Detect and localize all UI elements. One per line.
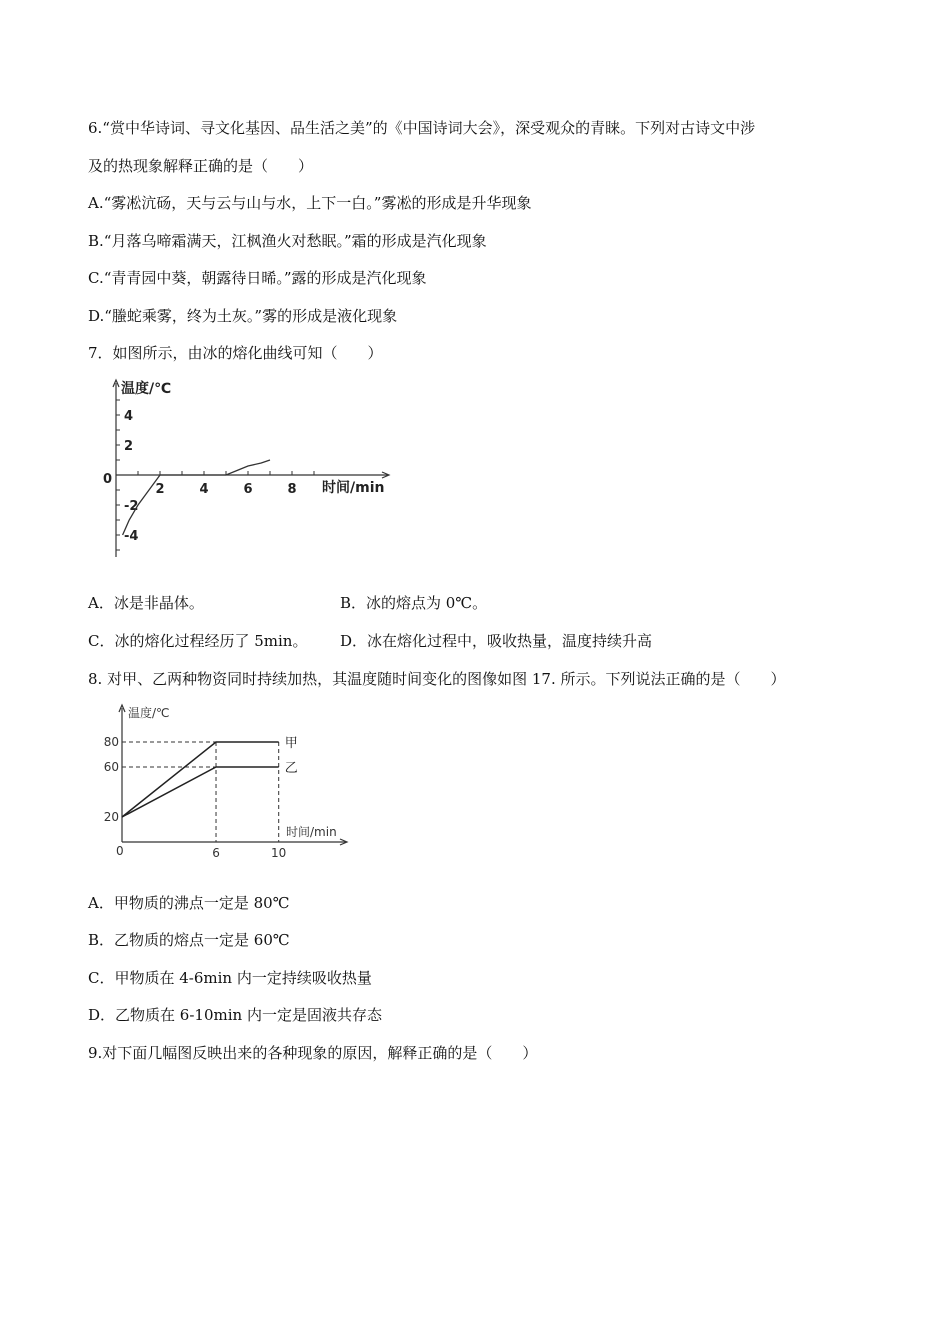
chart2-guide-lines <box>122 742 279 842</box>
chart2-series-label-jia: 甲 <box>284 736 298 751</box>
q7-option-c: C．冰的熔化过程经历了 5min。 <box>88 632 308 650</box>
q6-option-d: D.“螣蛇乘雾，终为土灰。”雾的形成是液化现象 <box>88 307 398 325</box>
chart1-x-tick-label: 6 <box>243 482 253 497</box>
chart1-y-tick-label: 4 <box>124 409 134 424</box>
q7-option-a: A．冰是非晶体。 <box>88 594 204 612</box>
chart2-series <box>122 736 298 817</box>
chart2-series-label-yi: 乙 <box>284 761 298 776</box>
q6-option-a: A.“雾凇沆砀，天与云与山与水，上下一白。”雾凇的形成是升华现象 <box>88 194 532 212</box>
chart1-y-axis-label: 温度/℃ <box>121 381 172 397</box>
chart1-x-tick-label: 2 <box>155 482 165 497</box>
chart2-series-line-yi <box>122 767 279 817</box>
q7-option-b: B．冰的熔点为 0℃。 <box>340 594 488 612</box>
chart2-y-tick-label: 60 <box>103 760 119 774</box>
chart2-axes <box>119 705 347 845</box>
q8-option-a: A．甲物质的沸点一定是 80℃ <box>88 894 290 912</box>
chart2-y-tick-label: 20 <box>103 810 119 824</box>
q9-stem: 9.对下面几幅图反映出来的各种现象的原因，解释正确的是（ ） <box>88 1044 538 1062</box>
q8-option-d: D．乙物质在 6-10min 内一定是固液共存态 <box>88 1006 382 1024</box>
chart2-x-tick-label: 10 <box>271 846 287 860</box>
chart1-axes <box>113 380 389 557</box>
chart1-y-tick-label: 2 <box>124 439 134 454</box>
chart1-x-tick-label: 4 <box>199 482 209 497</box>
q6-option-c: C.“青青园中葵，朝露待日晞。”露的形成是汽化现象 <box>88 269 427 287</box>
chart2-y-tick-label: 80 <box>103 735 119 749</box>
chart2-x-tick-label: 6 <box>212 846 220 860</box>
chart1-y-tick-label: -2 <box>124 499 139 514</box>
q7-option-d: D．冰在熔化过程中，吸收热量，温度持续升高 <box>340 632 653 650</box>
q8-stem: 8. 对甲、乙两种物资同时持续加热，其温度随时间变化的图像如图 17. 所示。下列说法正确的是（ ） <box>88 670 786 688</box>
chart1-x-tick-label: 8 <box>287 482 297 497</box>
heating-chart <box>100 702 360 867</box>
chart2-series-line-jia <box>122 742 279 817</box>
ice-melting-chart <box>100 375 410 560</box>
chart2-ticks <box>104 735 287 860</box>
q6-option-b: B.“月落乌啼霜满天，江枫渔火对愁眠。”霜的形成是汽化现象 <box>88 232 487 250</box>
chart1-x-axis-label: 时间/min <box>322 480 385 496</box>
chart2-x-axis-label: 时间/min <box>286 825 337 839</box>
chart2-y-axis-label: 温度/℃ <box>128 706 170 720</box>
chart1-y-tick-label: -4 <box>124 529 139 544</box>
q6-stem-line1: 6.“赏中华诗词、寻文化基因、品生活之美”的《中国诗词大会》，深受观众的青睐。下列对古诗文中涉 <box>88 119 756 137</box>
q6-stem-line2: 及的热现象解释正确的是（ ） <box>88 157 314 175</box>
chart1-origin-label: 0 <box>103 472 113 487</box>
q8-option-b: B．乙物质的熔点一定是 60℃ <box>88 931 290 949</box>
q8-option-c: C．甲物质在 4-6min 内一定持续吸收热量 <box>88 969 372 987</box>
chart2-origin-label: 0 <box>116 844 124 858</box>
q7-stem: 7．如图所示，由冰的熔化曲线可知（ ） <box>88 344 383 362</box>
